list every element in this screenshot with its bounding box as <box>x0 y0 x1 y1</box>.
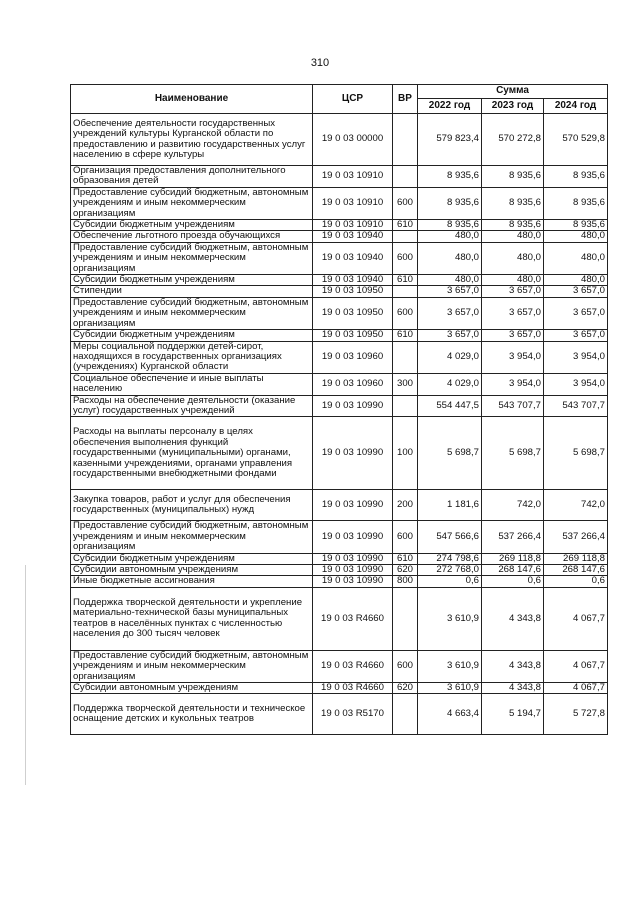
row-csr: 19 0 03 R4660 <box>313 683 393 694</box>
row-sum-2023: 269 118,8 <box>482 553 544 564</box>
row-sum-2023: 543 707,7 <box>482 395 544 417</box>
row-name: Иные бюджетные ассигнования <box>71 576 313 587</box>
table-row <box>71 242 608 274</box>
row-name: Меры социальной поддержки детей-сирот, находящихся в государственных организациях (учреждениях) Курганской области <box>71 341 313 373</box>
row-name: Поддержка творческой деятельности и укрепление материально-технической базы муниципальных театров в населённых пунктах с численностью населения до 300 тысяч человек <box>71 587 313 650</box>
row-vr: 600 <box>393 187 418 219</box>
row-csr: 19 0 03 10950 <box>313 330 393 341</box>
row-sum-2022: 4 029,0 <box>418 373 482 395</box>
row-vr <box>393 114 418 166</box>
row-csr: 19 0 03 10950 <box>313 286 393 297</box>
header-year-2024: 2024 год <box>544 99 608 114</box>
row-vr <box>393 166 418 188</box>
table-row <box>71 490 608 521</box>
row-sum-2022: 3 610,9 <box>418 587 482 650</box>
row-sum-2023: 480,0 <box>482 242 544 274</box>
row-vr: 610 <box>393 330 418 341</box>
row-sum-2023: 4 343,8 <box>482 683 544 694</box>
row-csr: 19 0 03 00000 <box>313 114 393 166</box>
row-vr <box>393 395 418 417</box>
row-sum-2024: 5 727,8 <box>544 694 608 735</box>
row-vr: 600 <box>393 650 418 682</box>
row-vr <box>393 231 418 242</box>
page-number: 310 <box>310 57 330 69</box>
row-csr: 19 0 03 10990 <box>313 521 393 553</box>
row-name: Предоставление субсидий бюджетным, автономным учреждениям и иным некоммерческим организациям <box>71 650 313 682</box>
row-sum-2022: 579 823,4 <box>418 114 482 166</box>
row-sum-2023: 5 194,7 <box>482 694 544 735</box>
header-year-2023: 2023 год <box>482 99 544 114</box>
table-row <box>71 576 608 587</box>
row-sum-2023: 8 935,6 <box>482 220 544 231</box>
table-body <box>71 114 608 735</box>
row-sum-2024: 5 698,7 <box>544 417 608 490</box>
row-sum-2022: 554 447,5 <box>418 395 482 417</box>
row-sum-2023: 3 954,0 <box>482 341 544 373</box>
row-name: Расходы на выплаты персоналу в целях обеспечения выполнения функций государственными (муниципальными) органами, казенными учреждениями, органами управления государственными внебюджетными фондами <box>71 417 313 490</box>
table-row <box>71 587 608 650</box>
table-row <box>71 341 608 373</box>
row-name: Предоставление субсидий бюджетным, автономным учреждениям и иным некоммерческим организациям <box>71 242 313 274</box>
header-sum: Сумма <box>418 85 608 99</box>
row-sum-2024: 742,0 <box>544 490 608 521</box>
row-sum-2024: 3 954,0 <box>544 341 608 373</box>
row-sum-2022: 1 181,6 <box>418 490 482 521</box>
row-csr: 19 0 03 10940 <box>313 231 393 242</box>
row-sum-2024: 570 529,8 <box>544 114 608 166</box>
row-sum-2024: 4 067,7 <box>544 587 608 650</box>
row-csr: 19 0 03 10940 <box>313 275 393 286</box>
row-sum-2022: 3 610,9 <box>418 650 482 682</box>
row-name: Субсидии бюджетным учреждениям <box>71 330 313 341</box>
table-row <box>71 564 608 575</box>
row-csr: 19 0 03 10910 <box>313 187 393 219</box>
row-sum-2023: 480,0 <box>482 231 544 242</box>
table-header <box>71 85 608 114</box>
row-sum-2023: 5 698,7 <box>482 417 544 490</box>
row-vr: 800 <box>393 576 418 587</box>
table-row <box>71 286 608 297</box>
row-sum-2023: 4 343,8 <box>482 650 544 682</box>
row-vr <box>393 694 418 735</box>
row-csr: 19 0 03 10990 <box>313 395 393 417</box>
row-csr: 19 0 03 10940 <box>313 242 393 274</box>
table-row <box>71 166 608 188</box>
header-csr: ЦСР <box>313 85 393 114</box>
row-csr: 19 0 03 10990 <box>313 417 393 490</box>
row-csr: 19 0 03 10990 <box>313 490 393 521</box>
row-sum-2023: 570 272,8 <box>482 114 544 166</box>
row-sum-2023: 3 657,0 <box>482 330 544 341</box>
row-sum-2024: 480,0 <box>544 231 608 242</box>
row-name: Закупка товаров, работ и услуг для обеспечения государственных (муниципальных) нужд <box>71 490 313 521</box>
row-name: Организация предоставления дополнительного образования детей <box>71 166 313 188</box>
row-sum-2024: 3 657,0 <box>544 297 608 329</box>
table-row <box>71 187 608 219</box>
row-name: Субсидии бюджетным учреждениям <box>71 553 313 564</box>
row-name: Субсидии бюджетным учреждениям <box>71 220 313 231</box>
row-sum-2022: 3 657,0 <box>418 297 482 329</box>
row-vr: 600 <box>393 242 418 274</box>
row-name: Предоставление субсидий бюджетным, автономным учреждениям и иным некоммерческим организациям <box>71 297 313 329</box>
row-sum-2024: 268 147,6 <box>544 564 608 575</box>
row-sum-2024: 3 657,0 <box>544 286 608 297</box>
table-row <box>71 114 608 166</box>
row-csr: 19 0 03 R4660 <box>313 650 393 682</box>
row-sum-2024: 3 954,0 <box>544 373 608 395</box>
row-sum-2024: 8 935,6 <box>544 220 608 231</box>
table-row <box>71 521 608 553</box>
table-row <box>71 694 608 735</box>
table-row <box>71 650 608 682</box>
row-name: Социальное обеспечение и иные выплаты населению <box>71 373 313 395</box>
row-sum-2023: 3 954,0 <box>482 373 544 395</box>
row-vr: 600 <box>393 297 418 329</box>
row-vr: 620 <box>393 564 418 575</box>
row-name: Предоставление субсидий бюджетным, автономным учреждениям и иным некоммерческим организациям <box>71 187 313 219</box>
row-vr: 610 <box>393 275 418 286</box>
row-sum-2022: 5 698,7 <box>418 417 482 490</box>
row-sum-2022: 4 029,0 <box>418 341 482 373</box>
row-sum-2024: 4 067,7 <box>544 683 608 694</box>
row-vr <box>393 286 418 297</box>
row-sum-2022: 480,0 <box>418 275 482 286</box>
row-sum-2024: 543 707,7 <box>544 395 608 417</box>
table-row <box>71 373 608 395</box>
row-sum-2024: 480,0 <box>544 242 608 274</box>
row-name: Субсидии автономным учреждениям <box>71 564 313 575</box>
row-sum-2024: 480,0 <box>544 275 608 286</box>
row-vr: 610 <box>393 553 418 564</box>
table-row <box>71 275 608 286</box>
row-vr <box>393 341 418 373</box>
row-sum-2024: 8 935,6 <box>544 166 608 188</box>
row-sum-2022: 8 935,6 <box>418 166 482 188</box>
row-sum-2024: 537 266,4 <box>544 521 608 553</box>
row-sum-2023: 268 147,6 <box>482 564 544 575</box>
row-sum-2022: 480,0 <box>418 231 482 242</box>
header-name: Наименование <box>71 85 313 114</box>
row-sum-2022: 274 798,6 <box>418 553 482 564</box>
row-sum-2023: 742,0 <box>482 490 544 521</box>
header-row-top <box>71 85 608 99</box>
row-sum-2022: 480,0 <box>418 242 482 274</box>
row-sum-2023: 480,0 <box>482 275 544 286</box>
row-sum-2022: 8 935,6 <box>418 187 482 219</box>
row-name: Расходы на обеспечение деятельности (оказание услуг) государственных учреждений <box>71 395 313 417</box>
row-sum-2024: 8 935,6 <box>544 187 608 219</box>
table-row <box>71 330 608 341</box>
row-sum-2023: 0,6 <box>482 576 544 587</box>
row-sum-2023: 3 657,0 <box>482 286 544 297</box>
row-sum-2022: 3 657,0 <box>418 330 482 341</box>
row-vr: 100 <box>393 417 418 490</box>
table-row <box>71 220 608 231</box>
row-sum-2023: 8 935,6 <box>482 187 544 219</box>
row-name: Субсидии автономным учреждениям <box>71 683 313 694</box>
row-sum-2024: 4 067,7 <box>544 650 608 682</box>
header-vr: ВР <box>393 85 418 114</box>
table-row <box>71 553 608 564</box>
row-csr: 19 0 03 10960 <box>313 373 393 395</box>
row-name: Обеспечение деятельности государственных учреждений культуры Курганской области по предоставлению и развитию государственных услуг населению в сфере культуры <box>71 114 313 166</box>
row-csr: 19 0 03 R4660 <box>313 587 393 650</box>
row-vr: 610 <box>393 220 418 231</box>
row-vr: 620 <box>393 683 418 694</box>
row-name: Предоставление субсидий бюджетным, автономным учреждениям и иным некоммерческим организациям <box>71 521 313 553</box>
row-csr: 19 0 03 10960 <box>313 341 393 373</box>
row-sum-2023: 3 657,0 <box>482 297 544 329</box>
row-csr: 19 0 03 10950 <box>313 297 393 329</box>
row-name: Обеспечение льготного проезда обучающихся <box>71 231 313 242</box>
row-sum-2022: 3 657,0 <box>418 286 482 297</box>
row-sum-2023: 8 935,6 <box>482 166 544 188</box>
row-csr: 19 0 03 10910 <box>313 220 393 231</box>
row-sum-2022: 3 610,9 <box>418 683 482 694</box>
row-sum-2022: 272 768,0 <box>418 564 482 575</box>
row-vr: 300 <box>393 373 418 395</box>
table-row <box>71 395 608 417</box>
row-vr <box>393 587 418 650</box>
row-name: Стипендии <box>71 286 313 297</box>
table-row <box>71 417 608 490</box>
row-sum-2024: 0,6 <box>544 576 608 587</box>
row-sum-2022: 8 935,6 <box>418 220 482 231</box>
row-csr: 19 0 03 10990 <box>313 564 393 575</box>
row-sum-2022: 4 663,4 <box>418 694 482 735</box>
row-name: Субсидии бюджетным учреждениям <box>71 275 313 286</box>
row-vr: 600 <box>393 521 418 553</box>
row-sum-2022: 0,6 <box>418 576 482 587</box>
row-sum-2024: 269 118,8 <box>544 553 608 564</box>
row-sum-2022: 547 566,6 <box>418 521 482 553</box>
scan-artifact-line <box>25 565 26 785</box>
budget-table <box>70 84 608 735</box>
header-year-2022: 2022 год <box>418 99 482 114</box>
row-sum-2023: 4 343,8 <box>482 587 544 650</box>
row-csr: 19 0 03 10990 <box>313 553 393 564</box>
row-sum-2023: 537 266,4 <box>482 521 544 553</box>
row-csr: 19 0 03 R5170 <box>313 694 393 735</box>
table-row <box>71 683 608 694</box>
row-csr: 19 0 03 10990 <box>313 576 393 587</box>
row-name: Поддержка творческой деятельности и техническое оснащение детских и кукольных театров <box>71 694 313 735</box>
row-vr: 200 <box>393 490 418 521</box>
table-row <box>71 297 608 329</box>
table-row <box>71 231 608 242</box>
row-csr: 19 0 03 10910 <box>313 166 393 188</box>
row-sum-2024: 3 657,0 <box>544 330 608 341</box>
